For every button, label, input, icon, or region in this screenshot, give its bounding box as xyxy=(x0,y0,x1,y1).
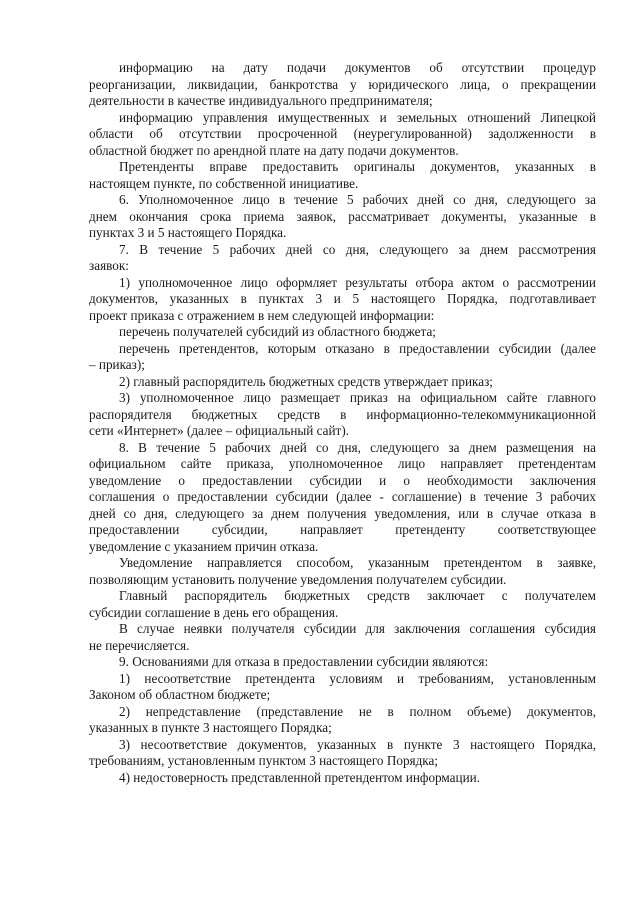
paragraph xyxy=(89,60,596,110)
paragraph xyxy=(89,704,596,737)
text-line: 9. Основаниями для отказа в предоставлении субсидии являются: xyxy=(119,654,489,669)
text-line: деятельности в качестве индивидуального предпринимателя; xyxy=(89,93,433,108)
text-line: 2) непредставление (представление не в полном объеме) документов, xyxy=(119,703,596,719)
paragraph xyxy=(89,159,596,192)
paragraph xyxy=(89,671,596,704)
paragraph xyxy=(89,242,596,275)
text-line: проект приказа с отражением в нем следующей информации: xyxy=(89,307,435,323)
text-line: информацию управления имущественных и земельных отношений Липецкой xyxy=(119,109,596,125)
text-line: информацию на дату подачи документов об отсутствии процедур xyxy=(119,60,596,75)
text-line: пунктах 3 и 5 настоящего Порядка. xyxy=(89,225,287,240)
paragraph xyxy=(89,324,596,341)
text-line: позволяющим установить получение уведомления получателем субсидии. xyxy=(89,571,507,587)
text-line: области об отсутствии просроченной (неурегулированной) задолженности в xyxy=(89,126,596,141)
text-line: 3) несоответствие документов, указанных в пункте 3 настоящего Порядка, xyxy=(119,736,596,752)
paragraph xyxy=(89,770,596,787)
text-line: предоставлении субсидии, направляет претенденту соответствующее xyxy=(89,522,596,537)
text-line: перечень получателей субсидий из областного бюджета; xyxy=(119,324,436,339)
text-line: соглашения о предоставлении субсидии (далее - соглашение) в течение 3 рабочих xyxy=(89,489,596,504)
paragraph xyxy=(89,341,596,374)
text-line: 1) несоответствие претендента условиям и требованиям, установленным xyxy=(119,670,596,686)
text-line: 7. В течение 5 рабочих дней со дня, следующего за днем рассмотрения xyxy=(119,241,596,257)
paragraph xyxy=(89,275,596,325)
paragraph xyxy=(89,440,596,556)
text-line: – приказ); xyxy=(89,357,145,372)
paragraph xyxy=(89,621,596,654)
text-line: документов, указанных в пунктах 3 и 5 настоящего Порядка, подготавливает xyxy=(89,291,596,306)
text-line: заявок: xyxy=(89,258,129,273)
text-line: реорганизации, ликвидации, банкротства у юридического лица, о прекращении xyxy=(89,76,596,92)
text-line: уведомление о предоставлении субсидии и о необходимости заключения xyxy=(89,472,596,488)
text-line: 3) уполномоченное лицо размещает приказ на официальном сайте главного xyxy=(119,390,596,405)
text-line: 1) уполномоченное лицо оформляет результаты отбора актом о рассмотрении xyxy=(119,274,596,290)
text-line: В случае неявки получателя субсидии для заключения соглашения субсидия xyxy=(119,621,596,636)
paragraph xyxy=(89,192,596,242)
text-line: распорядителя бюджетных средств в информационно-телекоммуникационной xyxy=(89,406,596,422)
paragraph xyxy=(89,390,596,440)
text-line: 4) недостоверность представленной претендентом информации. xyxy=(119,769,481,785)
paragraph xyxy=(89,588,596,621)
paragraph xyxy=(89,555,596,588)
paragraph xyxy=(89,654,596,671)
document-body xyxy=(89,60,596,786)
text-line: 8. В течение 5 рабочих дней со дня, следующего за днем размещения на xyxy=(119,439,596,455)
paragraph xyxy=(89,110,596,160)
text-line: Главный распорядитель бюджетных средств заключает с получателем xyxy=(119,588,596,603)
text-line: официальном сайте приказа, уполномоченное лицо направляет претендентам xyxy=(89,456,596,471)
text-line: областной бюджет по арендной плате на дату подачи документов. xyxy=(89,142,459,158)
text-line: не перечисляется. xyxy=(89,637,190,653)
text-line: указанных в пункте 3 настоящего Порядка; xyxy=(89,720,332,735)
text-line: дней со дня, следующего за днем получения уведомления, или в случае отказа в xyxy=(89,505,596,521)
text-line: сети «Интернет» (далее – официальный сайт). xyxy=(89,423,350,438)
text-line: Претенденты вправе предоставить оригиналы документов, указанных в xyxy=(119,159,596,174)
text-line: перечень претендентов, которым отказано в предоставлении субсидии (далее xyxy=(119,340,596,356)
paragraph xyxy=(89,374,596,391)
text-line: Законом об областном бюджете; xyxy=(89,687,271,702)
text-line: днем окончания срока приема заявок, рассматривает документы, указанные в xyxy=(89,208,596,224)
text-line: 6. Уполномоченное лицо в течение 5 рабочих дней со дня, следующего за xyxy=(119,192,596,207)
text-line: субсидии соглашение в день его обращения. xyxy=(89,604,339,620)
text-line: требованиям, установленным пунктом 3 настоящего Порядка; xyxy=(89,753,439,768)
paragraph xyxy=(89,737,596,770)
text-line: 2) главный распорядитель бюджетных средств утверждает приказ; xyxy=(119,373,493,389)
text-line: Уведомление направляется способом, указанным претендентом в заявке, xyxy=(119,555,596,570)
text-line: уведомление с указанием причин отказа. xyxy=(89,538,319,554)
text-line: настоящем пункте, по собственной инициативе. xyxy=(89,175,359,191)
